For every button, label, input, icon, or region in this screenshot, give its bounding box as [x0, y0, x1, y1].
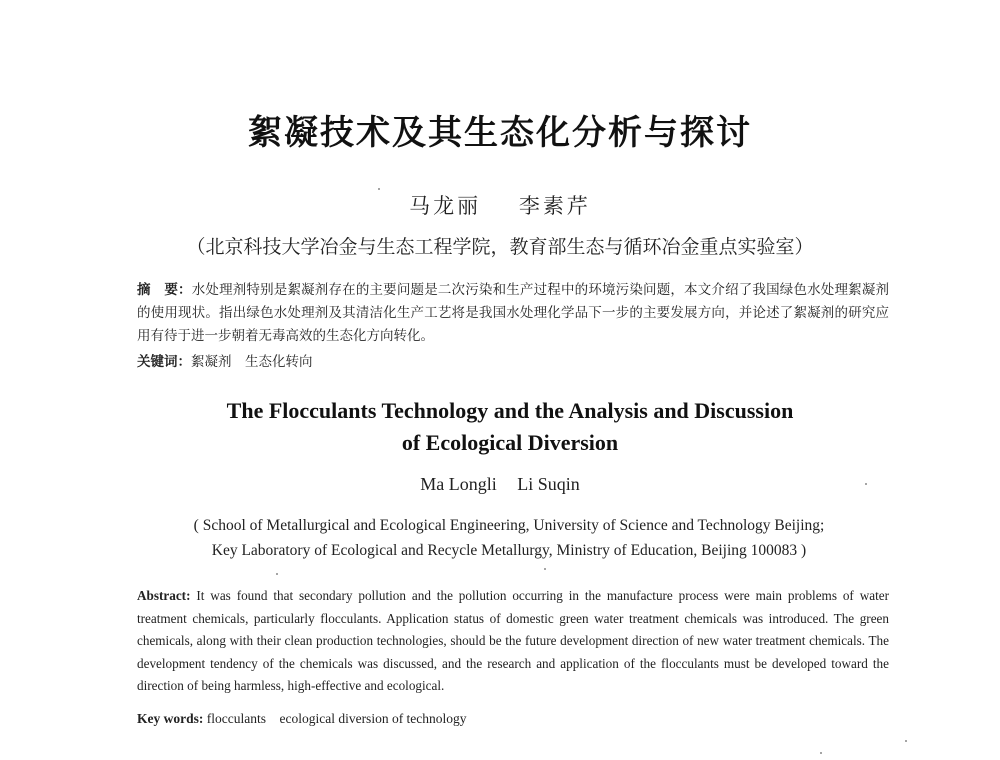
chinese-abstract-text: 水处理剂特别是絮凝剂存在的主要问题是二次污染和生产过程中的环境污染问题，本文介绍了我国绿色水处理絮凝剂的使用现状。指出绿色水处理剂及其清洁化生产工艺将是我国水处理化学品下一步的主要发展方向，并论述了絮凝剂的研究应用有待于进一步朝着无毒高效的生态化方向转化。: [137, 282, 890, 344]
english-affiliation-line-1: ( School of Metallurgical and Ecological Engineering, University of Science and Technology Beijing;: [193, 517, 825, 534]
chinese-authors: [0, 190, 1000, 220]
english-keywords-label: Key words:: [137, 711, 204, 726]
english-author-2: Li Suqin: [517, 474, 580, 494]
chinese-author-2: 李素芹: [518, 194, 591, 218]
english-authors: [0, 474, 1000, 495]
english-keywords-text: flocculants ecological diversion of technology: [206, 711, 467, 726]
scan-speck: [820, 752, 822, 754]
chinese-affiliation: （北京科技大学冶金与生态工程学院，教育部生态与循环冶金重点实验室）: [186, 236, 814, 258]
english-title: [0, 395, 1000, 459]
scan-speck: [276, 573, 278, 575]
chinese-author-1: 马龙丽: [409, 194, 482, 218]
chinese-keywords-label: 关键词：: [137, 354, 191, 370]
chinese-abstract: [137, 279, 889, 348]
chinese-abstract-label: 摘 要：: [137, 282, 192, 298]
english-author-1: Ma Longli: [420, 474, 497, 494]
scan-speck: [905, 740, 907, 742]
scan-speck: [544, 568, 546, 570]
english-abstract-text: It was found that secondary pollution and the pollution occurring in the manufacture process were main problems of water treatment chemicals, particularly flocculants. Application status of domestic green water treatment chemicals was introduced. The green chemicals, along with their clean production technologies, should be the future development direction of new water treatment chemicals. The development tendency of the chemicals was discussed, and the research and application of the flocculants must be developed toward the direction of being harmless, high-effective and ecological.: [137, 588, 889, 693]
english-abstract-label: Abstract:: [137, 588, 191, 603]
scan-speck: [378, 188, 380, 190]
chinese-title: 絮凝技术及其生态化分析与探讨: [248, 113, 752, 153]
english-keywords: [137, 707, 889, 727]
chinese-keywords: [137, 351, 889, 373]
english-abstract: [137, 585, 889, 698]
english-affiliation: [0, 513, 1000, 563]
scan-speck: [865, 483, 867, 485]
english-affiliation-line-2: Key Laboratory of Ecological and Recycle Metallurgy, Ministry of Education, Beijing 100083 ): [211, 542, 807, 559]
english-title-line-1: The Flocculants Technology and the Analysis and Discussion: [226, 398, 794, 423]
english-title-line-2: of Ecological Diversion: [401, 430, 619, 455]
chinese-keywords-text: 絮凝剂 生态化转向: [191, 354, 313, 370]
